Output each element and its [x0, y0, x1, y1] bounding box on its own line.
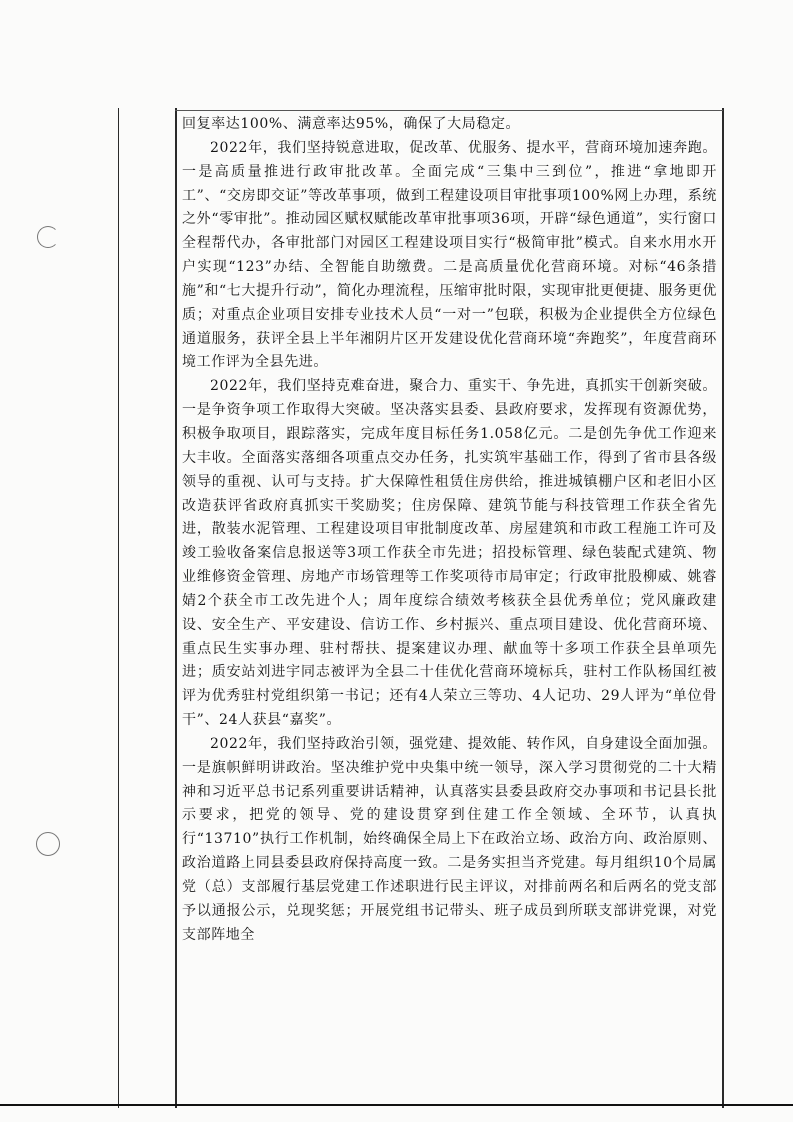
- column-rule-right: [722, 108, 724, 1108]
- document-body: [182, 113, 717, 948]
- punch-hole-bottom-icon: [36, 832, 60, 856]
- paragraph: 回复率达100%、满意率达95%，确保了大局稳定。: [182, 116, 521, 132]
- column-rule-left: [175, 108, 177, 1108]
- punch-hole-top-icon: [37, 226, 59, 248]
- paragraph: 2022年，我们坚持锐意进取，促改革、优服务、提水平，营商环境加速奔跑。一是高质量推进行政审批改革。全面完成“三集中三到位”，推进“拿地即开工”、“交房即交证”等改革事项，做到工程建设项目审批事项100%网上办理，系统之外“零审批”。推动园区赋权赋能改革审批事项36项，开辟“绿色通道”，实行窗口全程帮代办，各审批部门对园区工程建设项目实行“极简审批”模式。自来水用水开户实现“123”办结、全智能自助缴费。二是高质量优化营商环境。对标“46条措施”和“七大提升行动”，简化办理流程，压缩审批时限，实现审批更便捷、服务更优质；对重点企业项目安排专业技术人员“一对一”包联，积极为企业提供全方位绿色通道服务，获评全县上半年湘阴片区开发建设优化营商环境“奔跑奖”，年度营商环境工作评为全县先进。: [182, 139, 717, 371]
- paragraph: 2022年，我们坚持克难奋进，聚合力、重实干、争先进，真抓实干创新突破。一是争资争项工作取得大突破。坚决落实县委、县政府要求，发挥现有资源优势，积极争取项目，跟踪落实，完成年度目标任务1.058亿元。二是创先争优工作迎来大丰收。全面落实落细各项重点交办任务，扎实筑牢基础工作，得到了省市县各级领导的重视、认可与支持。扩大保障性租赁住房供给，推进城镇棚户区和老旧小区改造获评省政府真抓实干奖励奖；住房保障、建筑节能与科技管理工作获全省先进，散装水泥管理、工程建设项目审批制度改革、房屋建筑和市政工程施工许可及竣工验收备案信息报送等3项工作获全市先进；招投标管理、绿色装配式建筑、物业维修资金管理、房地产市场管理等工作奖项待市局审定；行政审批股柳威、姚睿婧2个获全市工改先进个人；周年度综合绩效考核获全县优秀单位；党风廉政建设、安全生产、平安建设、信访工作、乡村振兴、重点项目建设、优化营商环境、重点民生实事办理、驻村帮扶、提案建议办理、献血等十多项工作获全县单项先进；质安站刘进宇同志被评为全县二十佳优化营商环境标兵，驻村工作队杨国红被评为优秀驻村党组织第一书记；还有4人荣立三等功、4人记功、29人评为“单位骨干”、24人获县“嘉奖”。: [182, 378, 717, 729]
- bottom-rule: [0, 1104, 793, 1106]
- paragraph: 2022年，我们坚持政治引领，强党建、提效能、转作风，自身建设全面加强。一是旗帜鲜明讲政治。坚决维护党中央集中统一领导，深入学习贯彻党的二十大精神和习近平总书记系列重要讲话精神，认真落实县委县政府交办事项和书记县长批示要求，把党的领导、党的建设贯穿到住建工作全领域、全环节，认真执行“13710”执行工作机制，始终确保全局上下在政治立场、政治方向、政治原则、政治道路上同县委县政府保持高度一致。二是务实担当齐党建。每月组织10个局属党（总）支部履行基层党建工作述职进行民主评议，对排前两名和后两名的党支部予以通报公示，兑现奖惩；开展党组书记带头、班子成员到所联支部讲党课，对党支部阵地全: [182, 735, 717, 943]
- top-rule: [175, 110, 723, 111]
